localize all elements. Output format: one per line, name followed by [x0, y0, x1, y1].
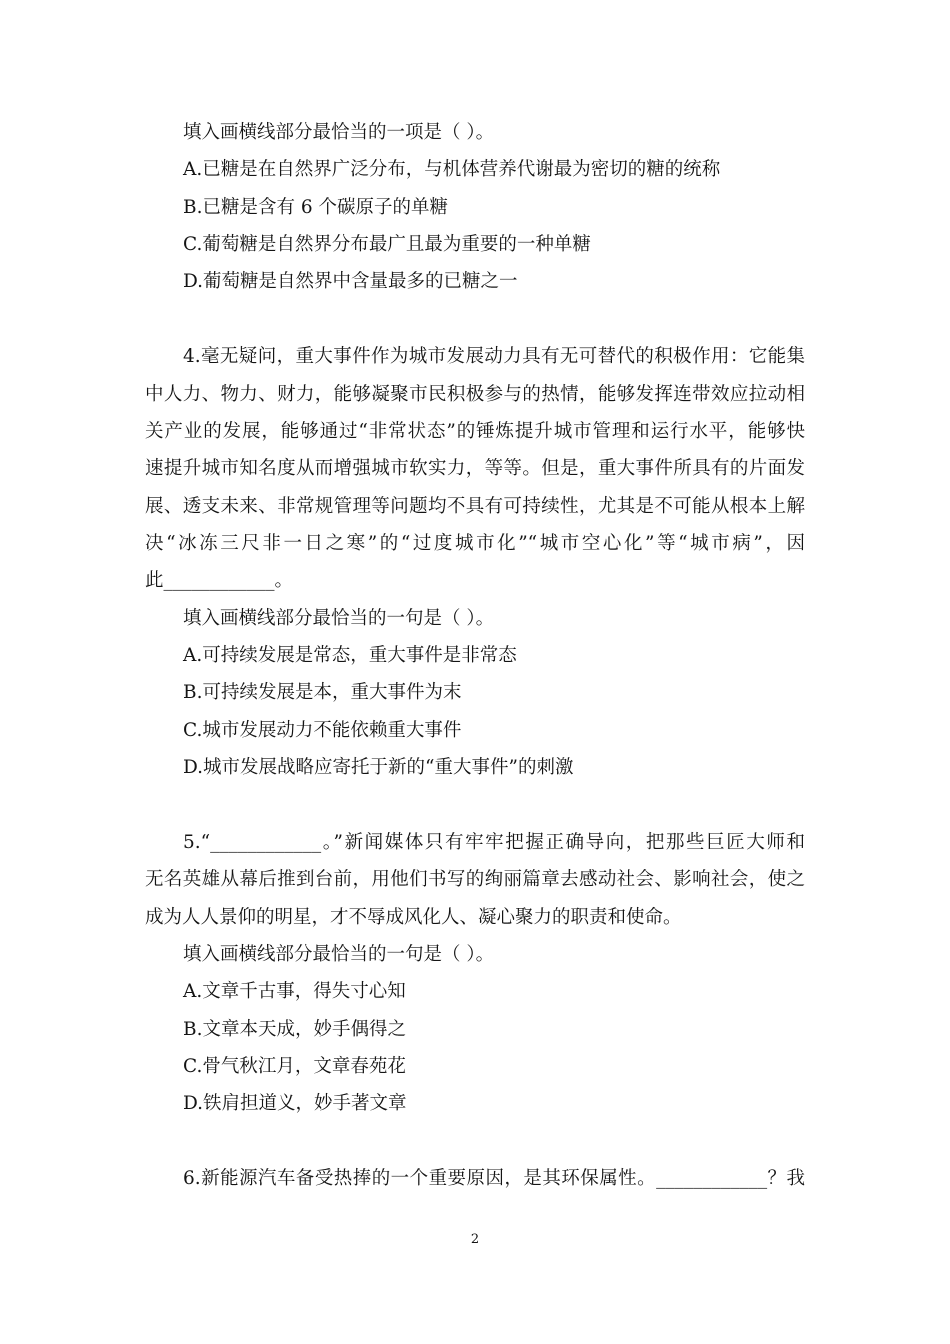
question-5-option-c: C.骨气秋江月，文章春苑花	[183, 1055, 406, 1077]
question-4-option-b: B.可持续发展是本，重大事件为末	[183, 682, 462, 704]
question-4-option-c: C.城市发展动力不能依赖重大事件	[183, 719, 462, 741]
question-3-option-d: D.葡萄糖是自然界中含量最多的已糖之一	[183, 271, 518, 293]
question-3-option-b: B.已糖是含有 6 个碳原子的单糖	[183, 196, 449, 218]
question-4-stem-line: 展、透支未来、非常规管理等问题均不具有可持续性，尤其是不可能从根本上解	[145, 495, 805, 517]
question-4-option-a: A.可持续发展是常态，重大事件是非常态	[183, 645, 517, 667]
question-3-prompt: 填入画横线部分最恰当的一项是（ ）。	[183, 122, 495, 143]
question-4-stem-line: 4.毫无疑问，重大事件作为城市发展动力具有无可替代的积极作用：它能集	[183, 346, 805, 368]
question-4-section	[145, 338, 805, 786]
question-5-option-b: B.文章本天成，妙手偶得之	[183, 1018, 406, 1040]
paragraph-spacer	[145, 1123, 805, 1160]
question-3-section	[145, 114, 805, 301]
question-4-stem-line: 此____________。	[145, 570, 294, 592]
question-5-section	[145, 824, 805, 1123]
question-6-stem-line: 6.新能源汽车备受热捧的一个重要原因，是其环保属性。____________？我	[183, 1168, 805, 1190]
paragraph-spacer	[145, 301, 805, 338]
question-6-section	[145, 1160, 805, 1197]
question-3-option-a: A.已糖是在自然界广泛分布，与机体营养代谢最为密切的糖的统称	[183, 159, 721, 181]
question-4-stem-line: 速提升城市知名度从而增强城市软实力，等等。但是，重大事件所具有的片面发	[145, 458, 805, 480]
question-5-option-d: D.铁肩担道义，妙手著文章	[183, 1093, 407, 1115]
question-4-stem-line: 关产业的发展，能够通过“非常状态”的锤炼提升城市管理和运行水平，能够快	[145, 420, 805, 442]
question-4-stem-line: 决“冰冻三尺非一日之寒”的“过度城市化”“城市空心化”等“城市病”，因	[145, 532, 805, 554]
question-5-stem-line: 成为人人景仰的明星，才不辱成风化人、凝心聚力的职责和使命。	[145, 906, 682, 928]
question-4-stem-line: 中人力、物力、财力，能够凝聚市民积极参与的热情，能够发挥连带效应拉动相	[145, 383, 805, 405]
question-4-prompt: 填入画横线部分最恰当的一句是（ ）。	[183, 607, 495, 629]
question-5-stem-line: 无名英雄从幕后推到台前，用他们书写的绚丽篇章去感动社会、影响社会，使之	[145, 869, 805, 891]
question-3-option-c: C.葡萄糖是自然界分布最广且最为重要的一种单糖	[183, 234, 591, 256]
question-5-prompt: 填入画横线部分最恰当的一句是（ ）。	[183, 943, 495, 965]
page-number: 2	[470, 1232, 480, 1247]
question-5-option-a: A.文章千古事，得失寸心知	[183, 981, 406, 1003]
question-4-option-d: D.城市发展战略应寄托于新的“重大事件”的刺激	[183, 757, 574, 779]
paragraph-spacer	[145, 786, 805, 823]
document-body	[145, 114, 805, 1197]
question-5-stem-line: 5.“____________。”新闻媒体只有牢牢把握正确导向，把那些巨匠大师和	[183, 831, 805, 853]
